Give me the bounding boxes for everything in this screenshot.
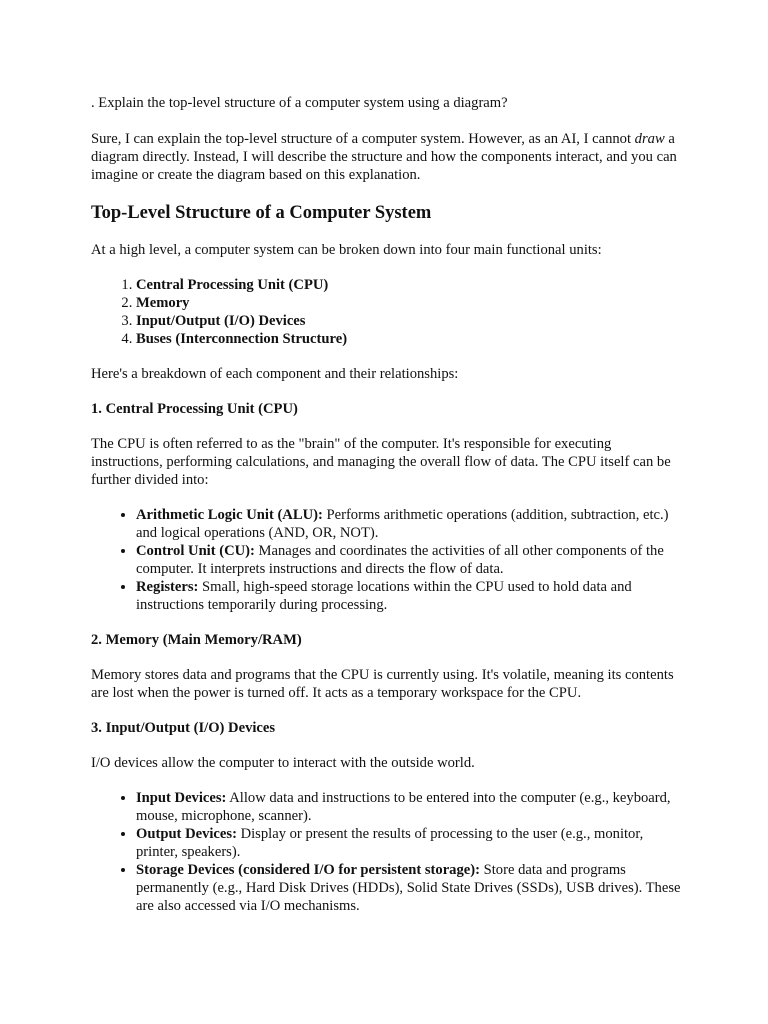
item-desc: Allow data and instructions to be entered into the computer (e.g., keyboard, mouse, microphone, scanner). xyxy=(136,790,671,824)
unit-label: Central Processing Unit (CPU) xyxy=(136,277,329,293)
item-desc: Small, high-speed storage locations within the CPU used to hold data and instructions temporarily during processing. xyxy=(136,579,632,613)
item-term: Storage Devices (considered I/O for persistent storage): xyxy=(136,862,480,878)
intro-text-part1: Sure, I can explain the top-level structure of a computer system. However, as an AI, I cannot xyxy=(91,131,635,147)
item-term: Output Devices: xyxy=(136,826,237,842)
section-body-memory: Memory stores data and programs that the CPU is currently using. It's volatile, meaning its contents are lost when the power is turned off. It acts as a temporary workspace for the CPU. xyxy=(91,667,674,701)
item-desc: Display or present the results of processing to the user (e.g., monitor, printer, speakers). xyxy=(136,826,644,860)
list-item xyxy=(136,276,681,294)
list-item xyxy=(136,825,681,861)
item-term: Control Unit (CU): xyxy=(136,543,255,559)
item-term: Arithmetic Logic Unit (ALU): xyxy=(136,507,323,523)
unit-label: Input/Output (I/O) Devices xyxy=(136,313,306,329)
section-body-cpu: The CPU is often referred to as the "brain" of the computer. It's responsible for executing instructions, performing calculations, and managing the overall flow of data. The CPU itself can be further divided into: xyxy=(91,436,671,488)
main-heading: Top-Level Structure of a Computer System xyxy=(91,203,432,223)
item-desc: Performs arithmetic operations (addition, subtraction, etc.) and logical operations (AND, OR, NOT). xyxy=(136,507,669,541)
intro-text-part2: a diagram directly. Instead, I will describe the structure and how the components interact, and you can imagine or create the diagram based on this explanation. xyxy=(91,131,677,183)
list-item xyxy=(136,294,681,312)
list-item xyxy=(136,330,681,348)
question-text: . Explain the top-level structure of a computer system using a diagram? xyxy=(91,95,508,111)
item-desc: Manages and coordinates the activities of all other components of the computer. It interprets instructions and directs the flow of data. xyxy=(136,543,664,577)
units-list xyxy=(91,276,681,348)
list-item xyxy=(136,542,681,578)
list-item xyxy=(136,789,681,825)
section-title-io: 3. Input/Output (I/O) Devices xyxy=(91,720,276,736)
unit-label: Buses (Interconnection Structure) xyxy=(136,331,348,347)
section-title-memory: 2. Memory (Main Memory/RAM) xyxy=(91,632,302,648)
item-term: Registers: xyxy=(136,579,199,595)
list-item xyxy=(136,506,681,542)
unit-label: Memory xyxy=(136,295,190,311)
list-item xyxy=(136,578,681,614)
intro-paragraph xyxy=(91,130,681,184)
item-term: Input Devices: xyxy=(136,790,227,806)
cpu-components-list xyxy=(91,506,681,614)
intro-emphasis: draw xyxy=(634,131,665,147)
section-title-cpu: 1. Central Processing Unit (CPU) xyxy=(91,401,298,417)
list-item xyxy=(136,861,681,915)
breakdown-intro: Here's a breakdown of each component and their relationships: xyxy=(91,366,459,382)
overview-paragraph: At a high level, a computer system can be broken down into four main functional units: xyxy=(91,242,602,258)
item-desc: Store data and programs permanently (e.g., Hard Disk Drives (HDDs), Solid State Drives (SSDs), USB drives). These are also accessed via I/O mechanisms. xyxy=(136,862,681,914)
list-item xyxy=(136,312,681,330)
section-body-io: I/O devices allow the computer to interact with the outside world. xyxy=(91,755,475,771)
document-page xyxy=(91,94,681,932)
io-devices-list xyxy=(91,789,681,915)
